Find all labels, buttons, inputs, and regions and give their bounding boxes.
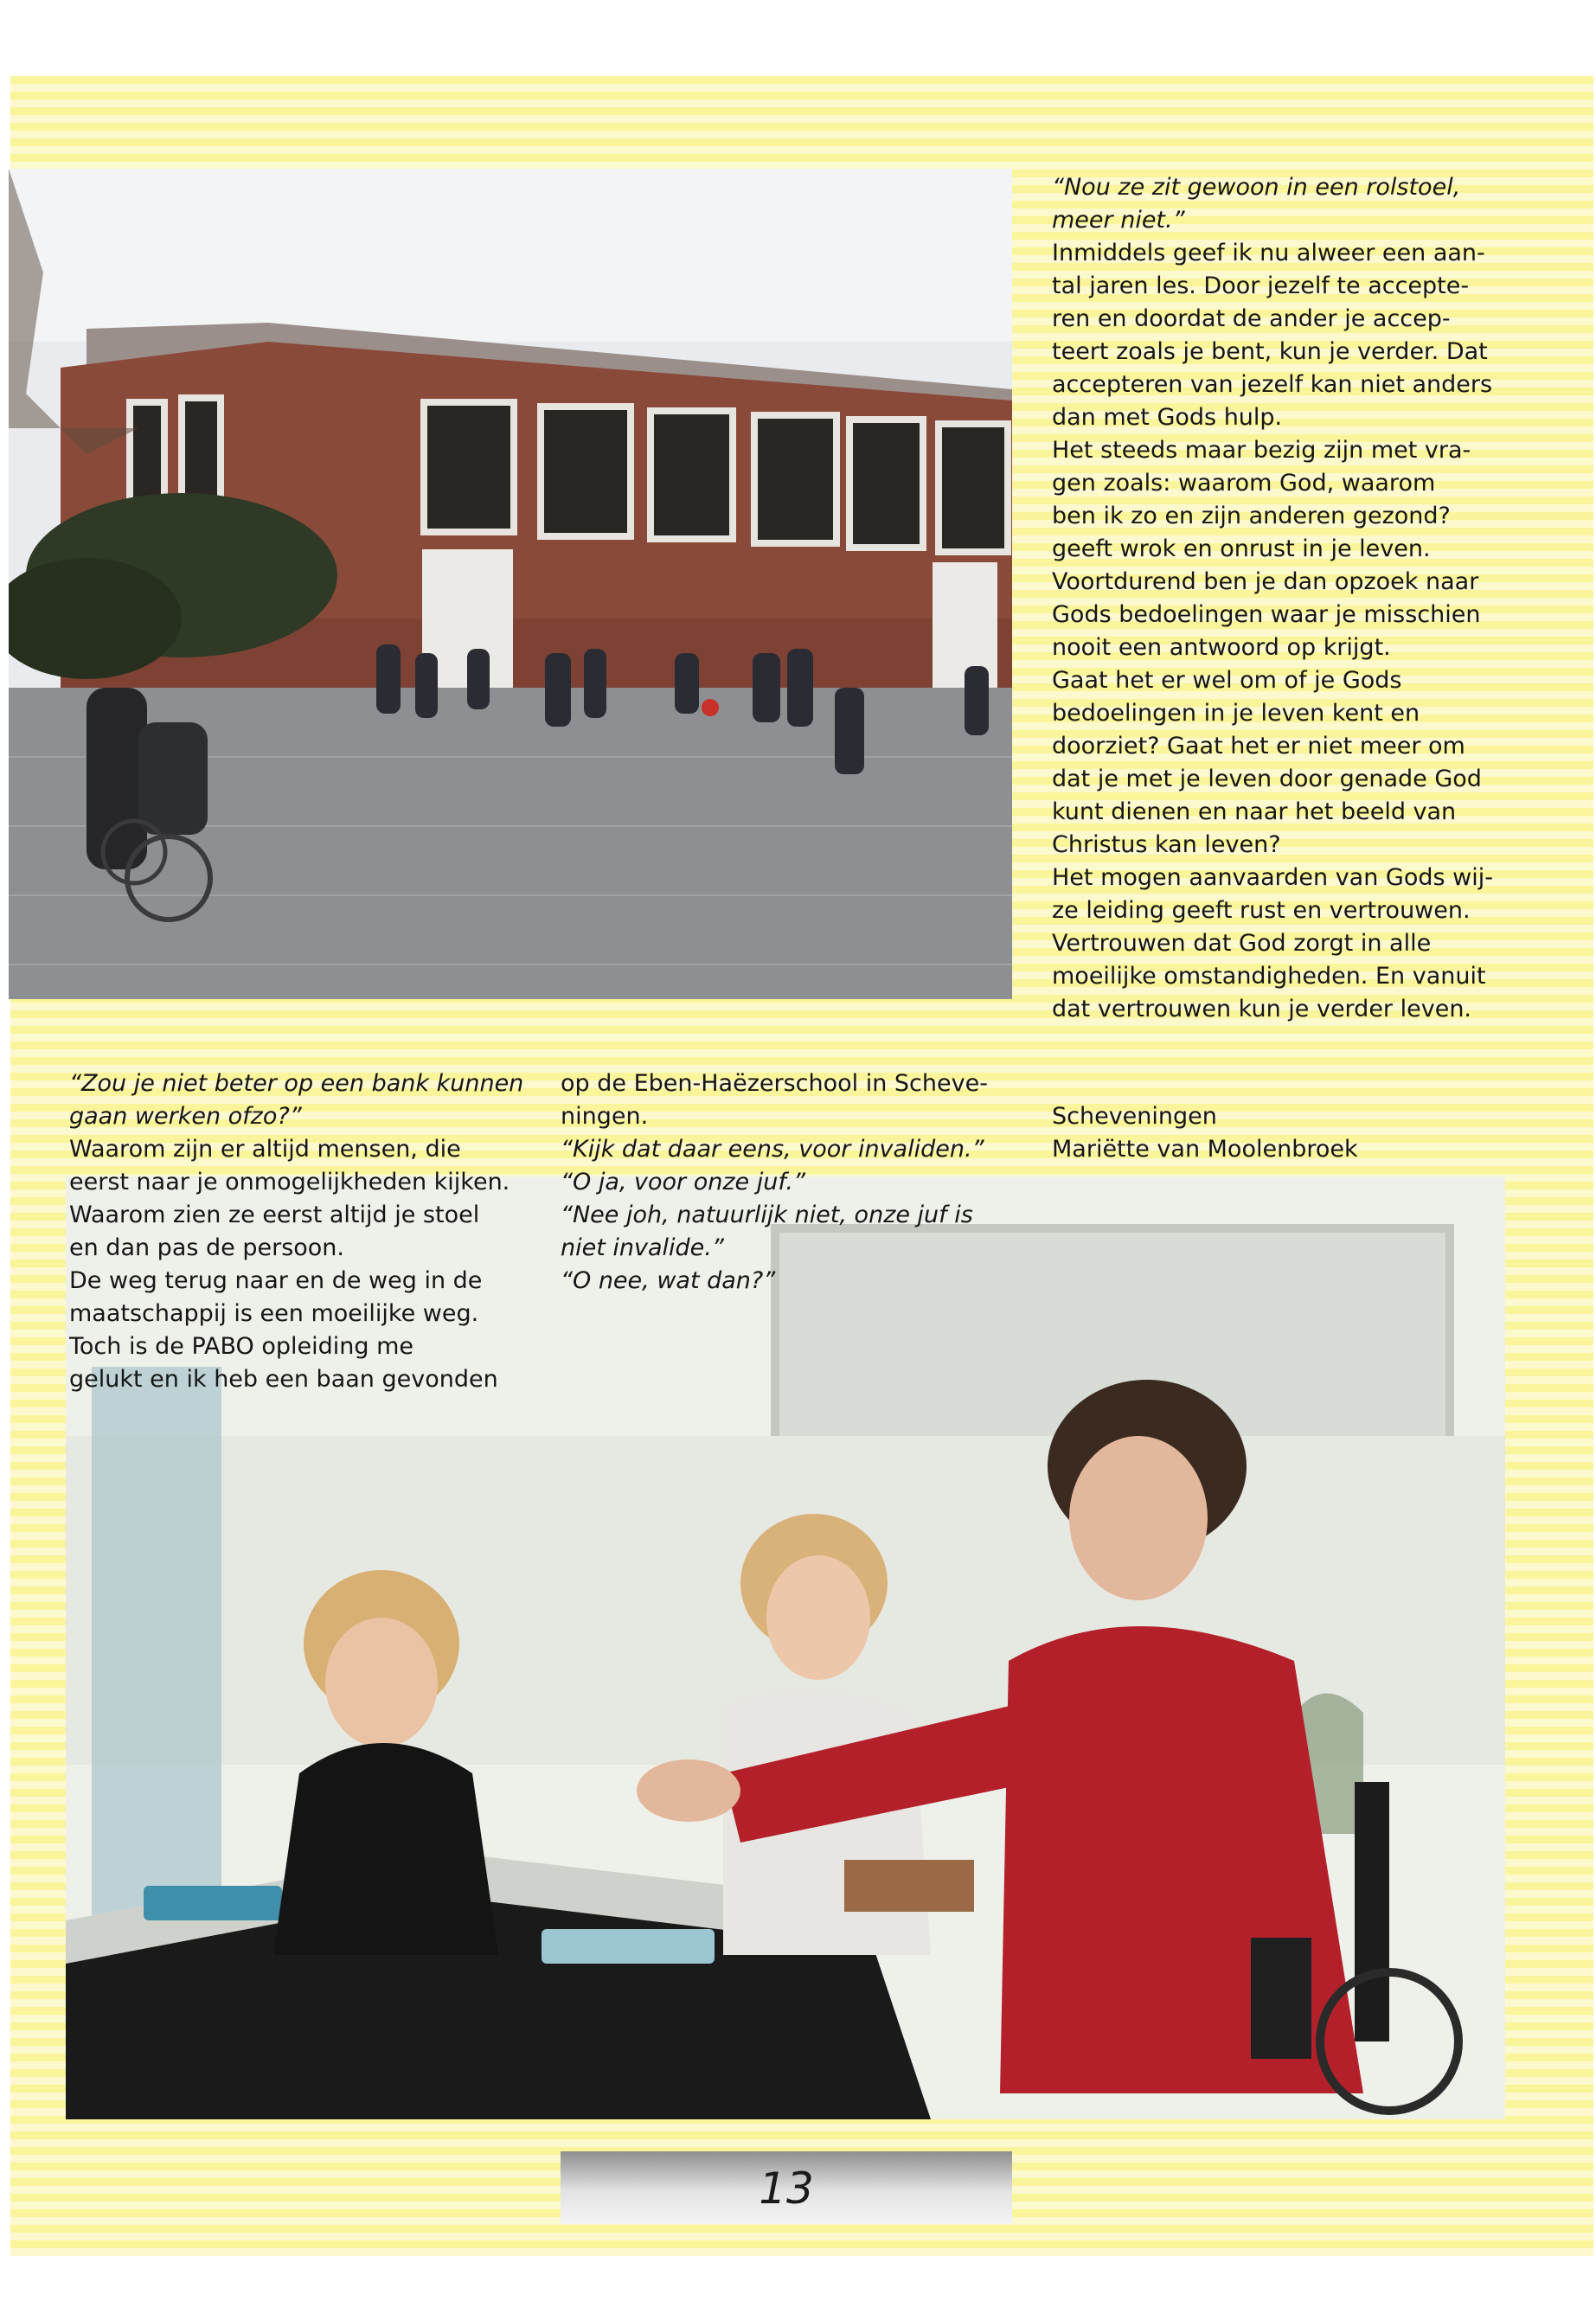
text-line: moeilijke omstandigheden. En vanuit xyxy=(1052,963,1486,990)
text-line: en dan pas de persoon. xyxy=(69,1234,345,1261)
text-line: dat vertrouwen kun je verder leven. xyxy=(1052,996,1472,1022)
text-line: Gaat het er wel om of je Gods xyxy=(1052,667,1402,694)
text-line: ningen. xyxy=(561,1103,649,1130)
left-column-text xyxy=(69,1067,536,1396)
signature-block xyxy=(1052,1100,1502,1166)
text-line: accepteren van jezelf kan niet anders xyxy=(1052,371,1493,398)
text-line: Waarom zijn er altijd mensen, die xyxy=(69,1136,461,1163)
text-line: doorziet? Gaat het er niet meer om xyxy=(1052,733,1465,760)
text-line: dat je met je leven door genade God xyxy=(1052,766,1482,792)
dialogue-line: “Kijk dat daar eens, voor invaliden.” xyxy=(561,1136,984,1163)
dialogue-line: “O ja, voor onze juf.” xyxy=(561,1169,805,1195)
page-number: 13 xyxy=(759,2163,814,2214)
text-line: gelukt en ik heb een baan gevonden xyxy=(69,1366,498,1393)
text-line: Voortdurend ben je dan opzoek naar xyxy=(1052,568,1479,595)
text-line: maatschappij is een moeilijke weg. xyxy=(69,1300,479,1327)
text-line: De weg terug naar en de weg in de xyxy=(69,1267,483,1294)
text-line: ben ik zo en zijn anderen gezond? xyxy=(1052,503,1451,529)
text-line: op de Eben-Haëzerschool in Scheve- xyxy=(561,1070,988,1097)
text-line: Het mogen aanvaarden van Gods wij- xyxy=(1052,864,1493,891)
text-line: teert zoals je bent, kun je verder. Dat xyxy=(1052,338,1488,365)
signature-author: Mariëtte van Moolenbroek xyxy=(1052,1136,1358,1163)
text-line: bedoelingen in je leven kent en xyxy=(1052,700,1420,727)
text-line: nooit een antwoord op krijgt. xyxy=(1052,634,1391,661)
text-line: gen zoals: waarom God, waarom xyxy=(1052,470,1436,497)
pull-quote-bank: “Zou je niet beter op een bank kunnen xyxy=(69,1070,524,1097)
pull-quote-bank-end: gaan werken ofzo?” xyxy=(69,1103,302,1130)
text-line: Het steeds maar bezig zijn met vra- xyxy=(1052,437,1471,464)
dialogue-line: “Nee joh, natuurlijk niet, onze juf is xyxy=(561,1202,973,1228)
text-line: ze leiding geeft rust en vertrouwen. xyxy=(1052,897,1471,924)
dialogue-line: niet invalide.” xyxy=(561,1234,724,1261)
text-line: tal jaren les. Door jezelf te accepte- xyxy=(1052,272,1470,299)
text-line: eerst naar je onmogelijkheden kijken. xyxy=(69,1169,510,1195)
dialogue-line: “O nee, wat dan?” xyxy=(561,1267,776,1294)
right-column-text xyxy=(1052,171,1502,1026)
page-number-bar xyxy=(561,2151,1012,2224)
text-line: dan met Gods hulp. xyxy=(1052,404,1283,431)
text-line: ren en doordat de ander je accep- xyxy=(1052,305,1451,332)
text-line: geeft wrok en onrust in je leven. xyxy=(1052,535,1431,562)
signature-place: Scheveningen xyxy=(1052,1103,1217,1130)
text-line: Toch is de PABO opleiding me xyxy=(69,1333,414,1360)
text-line: Gods bedoelingen waar je misschien xyxy=(1052,601,1481,628)
schoolyard-photo xyxy=(9,169,1012,999)
pull-quote-rolstoel: “Nou ze zit gewoon in een rolstoel, meer niet.” xyxy=(1052,174,1461,234)
text-line: Waarom zien ze eerst altijd je stoel xyxy=(69,1202,480,1228)
middle-column-text xyxy=(561,1067,1028,1298)
text-line: kunt dienen en naar het beeld van xyxy=(1052,798,1457,825)
text-line: Vertrouwen dat God zorgt in alle xyxy=(1052,930,1432,957)
text-line: Christus kan leven? xyxy=(1052,831,1281,858)
text-line: Inmiddels geef ik nu alweer een aan- xyxy=(1052,240,1485,266)
